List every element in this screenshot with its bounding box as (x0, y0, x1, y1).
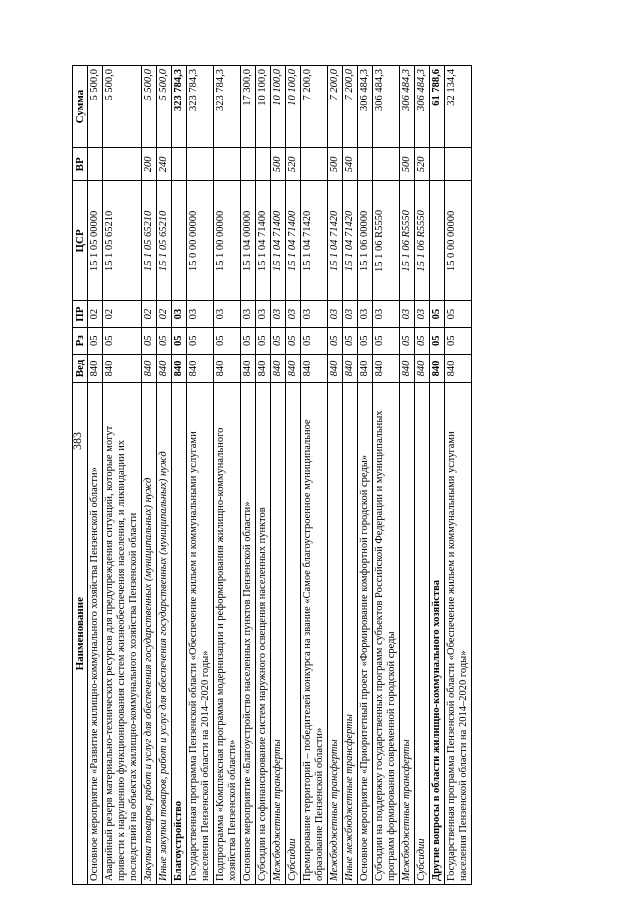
header-sum: Сумма (73, 66, 88, 148)
cell-csr: 15 1 04 71400 (271, 181, 286, 301)
cell-rz: 05 (142, 327, 157, 354)
cell-name: Межбюджетные трансферты (328, 383, 343, 885)
cell-rz: 05 (241, 327, 256, 354)
table-row (430, 66, 445, 885)
cell-csr: 15 1 05 00000 (88, 181, 103, 301)
cell-pr: 03 (286, 301, 301, 328)
cell-rz: 05 (187, 327, 214, 354)
cell-ved: 840 (103, 354, 142, 383)
cell-csr: 15 1 04 71420 (301, 181, 328, 301)
cell-pr: 03 (415, 301, 430, 328)
cell-vr (103, 148, 142, 181)
rotated-page (72, 65, 580, 885)
table-row (214, 66, 241, 885)
cell-rz: 05 (400, 327, 415, 354)
cell-pr: 03 (343, 301, 358, 328)
cell-pr: 03 (373, 301, 400, 328)
table-row (301, 66, 328, 885)
table-row (256, 66, 271, 885)
cell-name: Иные закупки товаров, работ и услуг для обеспечения государственных (муниципальных) нужд (157, 383, 172, 885)
cell-rz: 05 (157, 327, 172, 354)
table-row (271, 66, 286, 885)
cell-pr: 03 (271, 301, 286, 328)
cell-sum: 5 500,0 (142, 66, 157, 148)
cell-vr (187, 148, 214, 181)
cell-vr (373, 148, 400, 181)
table-row (187, 66, 214, 885)
cell-rz: 05 (301, 327, 328, 354)
cell-name: Субсидии (415, 383, 430, 885)
cell-rz: 05 (343, 327, 358, 354)
cell-vr: 500 (271, 148, 286, 181)
budget-table (72, 65, 472, 885)
cell-csr: 15 1 04 71420 (343, 181, 358, 301)
cell-sum: 10 100,0 (256, 66, 271, 148)
header-name: Наименование (73, 383, 88, 885)
cell-name: Государственная программа Пензенской области «Обеспечение жильем и коммунальными услугами населения Пензенской области на 2014–2020 годы» (445, 383, 472, 885)
cell-pr: 03 (301, 301, 328, 328)
header-pr: ПР (73, 301, 88, 328)
cell-rz: 05 (445, 327, 472, 354)
cell-name: Основное мероприятие «Благоустройство населенных пунктов Пензенской области» (241, 383, 256, 885)
cell-sum: 61 788,6 (430, 66, 445, 148)
cell-rz: 05 (430, 327, 445, 354)
cell-vr (430, 148, 445, 181)
cell-name: Благоустройство (172, 383, 187, 885)
cell-vr (88, 148, 103, 181)
cell-csr: 15 1 04 00000 (241, 181, 256, 301)
header-rz: Рз (73, 327, 88, 354)
table-row (445, 66, 472, 885)
cell-name: Аварийный резерв материально-технических ресурсов для предупреждения ситуаций, которые могут привести к нарушению функционирования систем жизнеобеспечения населения, и ликвидации их последствий на объектах жилищно-коммунального хозяйства Пензенской области (103, 383, 142, 885)
cell-pr: 03 (358, 301, 373, 328)
table-row (415, 66, 430, 885)
cell-ved: 840 (328, 354, 343, 383)
cell-csr: 15 0 00 00000 (187, 181, 214, 301)
cell-sum: 17 300,0 (241, 66, 256, 148)
cell-name: Другие вопросы в области жилищно-коммунального хозяйства (430, 383, 445, 885)
cell-pr: 03 (172, 301, 187, 328)
cell-csr: 15 1 06 R5550 (373, 181, 400, 301)
cell-pr: 02 (157, 301, 172, 328)
table-body (88, 66, 472, 885)
cell-name: Иные межбюджетные трансферты (343, 383, 358, 885)
cell-csr: 15 1 04 71400 (286, 181, 301, 301)
cell-name: Основное мероприятие «Развитие жилищно-коммунального хозяйства Пензенской области» (88, 383, 103, 885)
cell-sum: 306 484,3 (358, 66, 373, 148)
header-csr: ЦСР (73, 181, 88, 301)
cell-sum: 7 200,0 (343, 66, 358, 148)
cell-csr: 15 1 05 65210 (142, 181, 157, 301)
cell-sum: 5 500,0 (88, 66, 103, 148)
cell-ved: 840 (358, 354, 373, 383)
cell-rz: 05 (271, 327, 286, 354)
table-row (172, 66, 187, 885)
cell-name: Субсидии (286, 383, 301, 885)
table-row (241, 66, 256, 885)
cell-vr (301, 148, 328, 181)
cell-pr: 05 (430, 301, 445, 328)
cell-name: Субсидии на поддержку государственных программ субъектов Российской Федерации и муниципальных программ формирования современной городской среды (373, 383, 400, 885)
cell-pr: 03 (187, 301, 214, 328)
cell-ved: 840 (271, 354, 286, 383)
cell-sum: 323 784,3 (187, 66, 214, 148)
cell-ved: 840 (445, 354, 472, 383)
cell-ved: 840 (256, 354, 271, 383)
cell-csr: 15 1 00 00000 (214, 181, 241, 301)
cell-vr: 540 (343, 148, 358, 181)
cell-csr: 15 1 04 71420 (328, 181, 343, 301)
cell-sum: 10 100,0 (271, 66, 286, 148)
cell-rz: 05 (103, 327, 142, 354)
cell-vr: 520 (286, 148, 301, 181)
cell-pr: 05 (445, 301, 472, 328)
cell-name: Межбюджетные трансферты (400, 383, 415, 885)
cell-pr: 02 (142, 301, 157, 328)
cell-vr: 500 (328, 148, 343, 181)
cell-csr: 15 1 06 00000 (358, 181, 373, 301)
cell-name: Субсидии на софинансирование систем наружного освещения населенных пунктов (256, 383, 271, 885)
cell-rz: 05 (214, 327, 241, 354)
cell-vr (256, 148, 271, 181)
cell-vr: 200 (142, 148, 157, 181)
cell-ved: 840 (430, 354, 445, 383)
cell-sum: 7 200,0 (328, 66, 343, 148)
cell-vr: 520 (415, 148, 430, 181)
cell-pr: 03 (328, 301, 343, 328)
table-row (286, 66, 301, 885)
cell-csr: 15 1 05 65210 (157, 181, 172, 301)
header-vr: ВР (73, 148, 88, 181)
cell-name: Премирование территорий – победителей конкурса на звание «Самое благоустроенное муниципальное образование Пензенской области» (301, 383, 328, 885)
cell-csr (430, 181, 445, 301)
cell-vr (241, 148, 256, 181)
cell-sum: 5 500,0 (157, 66, 172, 148)
cell-ved: 840 (157, 354, 172, 383)
cell-rz: 05 (415, 327, 430, 354)
cell-pr: 02 (88, 301, 103, 328)
table-row (157, 66, 172, 885)
cell-ved: 840 (343, 354, 358, 383)
cell-ved: 840 (214, 354, 241, 383)
cell-name: Основное мероприятие «Приоритетный проект «Формирование комфортной городской среды» (358, 383, 373, 885)
cell-ved: 840 (415, 354, 430, 383)
table-row (358, 66, 373, 885)
table-header-row (73, 66, 88, 885)
cell-name: Государственная программа Пензенской области «Обеспечение жильем и коммунальными услугами населения Пензенской области на 2014–2020 годы» (187, 383, 214, 885)
table-row (103, 66, 142, 885)
cell-ved: 840 (142, 354, 157, 383)
cell-sum: 7 200,0 (301, 66, 328, 148)
cell-csr: 15 1 04 71400 (256, 181, 271, 301)
cell-csr: 15 1 06 R5550 (415, 181, 430, 301)
cell-csr: 15 1 06 R5550 (400, 181, 415, 301)
cell-ved: 840 (241, 354, 256, 383)
cell-csr: 15 0 00 00000 (445, 181, 472, 301)
table-row (400, 66, 415, 885)
cell-sum: 306 484,3 (373, 66, 400, 148)
header-ved: Вед (73, 354, 88, 383)
cell-name: Межбюджетные трансферты (271, 383, 286, 885)
cell-pr: 03 (241, 301, 256, 328)
cell-rz: 05 (88, 327, 103, 354)
cell-pr: 03 (400, 301, 415, 328)
cell-vr: 500 (400, 148, 415, 181)
cell-rz: 05 (172, 327, 187, 354)
cell-ved: 840 (400, 354, 415, 383)
cell-sum: 10 100,0 (286, 66, 301, 148)
cell-csr (172, 181, 187, 301)
cell-sum: 306 484,3 (400, 66, 415, 148)
table-row (88, 66, 103, 885)
table-row (343, 66, 358, 885)
cell-sum: 323 784,3 (172, 66, 187, 148)
cell-vr (445, 148, 472, 181)
cell-ved: 840 (172, 354, 187, 383)
cell-vr (214, 148, 241, 181)
cell-rz: 05 (286, 327, 301, 354)
cell-sum: 306 484,3 (415, 66, 430, 148)
table-row (328, 66, 343, 885)
cell-ved: 840 (187, 354, 214, 383)
cell-rz: 05 (373, 327, 400, 354)
cell-sum: 323 784,3 (214, 66, 241, 148)
cell-rz: 05 (256, 327, 271, 354)
cell-vr (172, 148, 187, 181)
cell-ved: 840 (373, 354, 400, 383)
cell-rz: 05 (328, 327, 343, 354)
cell-vr (358, 148, 373, 181)
table-row (142, 66, 157, 885)
cell-pr: 02 (103, 301, 142, 328)
page-number: 383 (70, 432, 84, 450)
cell-ved: 840 (88, 354, 103, 383)
cell-csr: 15 1 05 65210 (103, 181, 142, 301)
cell-name: Закупка товаров, работ и услуг для обеспечения государственных (муниципальных) нужд (142, 383, 157, 885)
cell-ved: 840 (301, 354, 328, 383)
cell-ved: 840 (286, 354, 301, 383)
cell-vr: 240 (157, 148, 172, 181)
cell-sum: 32 134,4 (445, 66, 472, 148)
cell-pr: 03 (214, 301, 241, 328)
table-row (373, 66, 400, 885)
cell-sum: 5 500,0 (103, 66, 142, 148)
cell-name: Подпрограмма «Комплексная программа модернизации и реформирования жилищно-коммунального хозяйства Пензенской области» (214, 383, 241, 885)
cell-rz: 05 (358, 327, 373, 354)
cell-pr: 03 (256, 301, 271, 328)
